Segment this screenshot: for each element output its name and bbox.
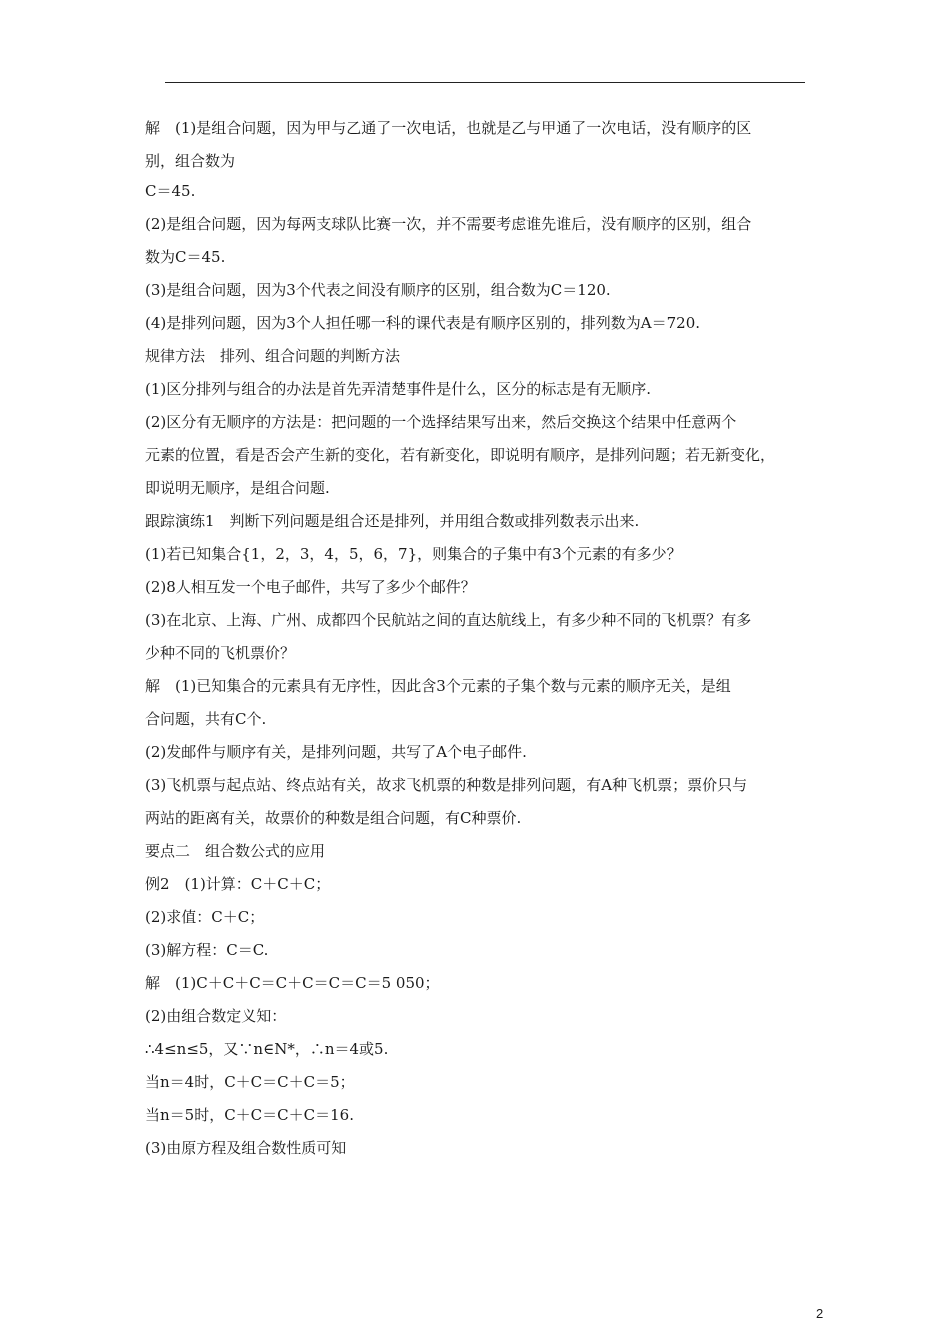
text-line: C＝45.: [145, 182, 196, 200]
text-line: 合问题，共有C个.: [145, 710, 267, 728]
text-line: 数为C＝45.: [145, 248, 226, 266]
text-line: 解 (1)已知集合的元素具有无序性，因此含3个元素的子集个数与元素的顺序无关，是组: [145, 677, 731, 695]
text-line: (2)发邮件与顺序有关，是排列问题，共写了A个电子邮件.: [145, 743, 527, 761]
text-line: (4)是排列问题，因为3个人担任哪一科的课代表是有顺序区别的，排列数为A＝720.: [145, 314, 701, 332]
text-line: (3)解方程：C＝C.: [145, 941, 269, 959]
text-line: 两站的距离有关，故票价的种数是组合问题，有C种票价.: [145, 809, 522, 827]
text-line: 元素的位置，看是否会产生新的变化，若有新变化，即说明有顺序，是排列问题；若无新变化，: [145, 446, 776, 464]
section-heading: 要点二 组合数公式的应用: [145, 842, 326, 860]
exercise-heading: 跟踪演练1 判断下列问题是组合还是排列，并用组合数或排列数表示出来.: [145, 512, 640, 530]
text-line: (3)是组合问题，因为3个代表之间没有顺序的区别，组合数为C＝120.: [145, 281, 611, 299]
text-line: 当n＝5时，C＋C＝C＋C＝16.: [145, 1106, 354, 1124]
page-number: 2: [816, 1306, 824, 1321]
section-heading: 规律方法 排列、组合问题的判断方法: [145, 347, 401, 365]
text-line: 即说明无顺序，是组合问题.: [145, 479, 330, 497]
text-line: (2)是组合问题，因为每两支球队比赛一次，并不需要考虑谁先谁后，没有顺序的区别，组合: [145, 215, 752, 233]
text-line: 别，组合数为: [145, 152, 236, 170]
text-line: (2)区分有无顺序的方法是：把问题的一个选择结果写出来，然后交换这个结果中任意两个: [145, 413, 737, 431]
text-line: 少种不同的飞机票价？: [145, 644, 296, 662]
text-line: ∴4≤n≤5，又∵n∈N*，∴n＝4或5.: [145, 1040, 389, 1058]
text-line: (2)8人相互发一个电子邮件，共写了多少个邮件？: [145, 578, 476, 596]
example-heading: 例2 (1)计算：C＋C＋C；: [145, 875, 331, 893]
text-line: 当n＝4时，C＋C＝C＋C＝5；: [145, 1073, 355, 1091]
text-line: (1)区分排列与组合的办法是首先弄清楚事件是什么，区分的标志是有无顺序.: [145, 380, 652, 398]
header-rule: [165, 82, 805, 83]
document-body: [145, 118, 810, 1158]
text-line: 解 (1)是组合问题，因为甲与乙通了一次电话，也就是乙与甲通了一次电话，没有顺序的区: [145, 119, 752, 137]
text-line: (3)由原方程及组合数性质可知: [145, 1139, 347, 1157]
text-line: (2)求值：C＋C；: [145, 908, 265, 926]
text-line: 解 (1)C＋C＋C＝C＋C＝C＝C＝5 050；: [145, 974, 440, 992]
text-line: (3)飞机票与起点站、终点站有关，故求飞机票的种数是排列问题，有A种飞机票；票价只与: [145, 776, 748, 794]
text-line: (1)若已知集合{1，2，3，4，5，6，7}，则集合的子集中有3个元素的有多少？: [145, 545, 682, 563]
text-line: (2)由组合数定义知：: [145, 1007, 287, 1025]
text-line: (3)在北京、上海、广州、成都四个民航站之间的直达航线上，有多少种不同的飞机票？有多: [145, 611, 752, 629]
